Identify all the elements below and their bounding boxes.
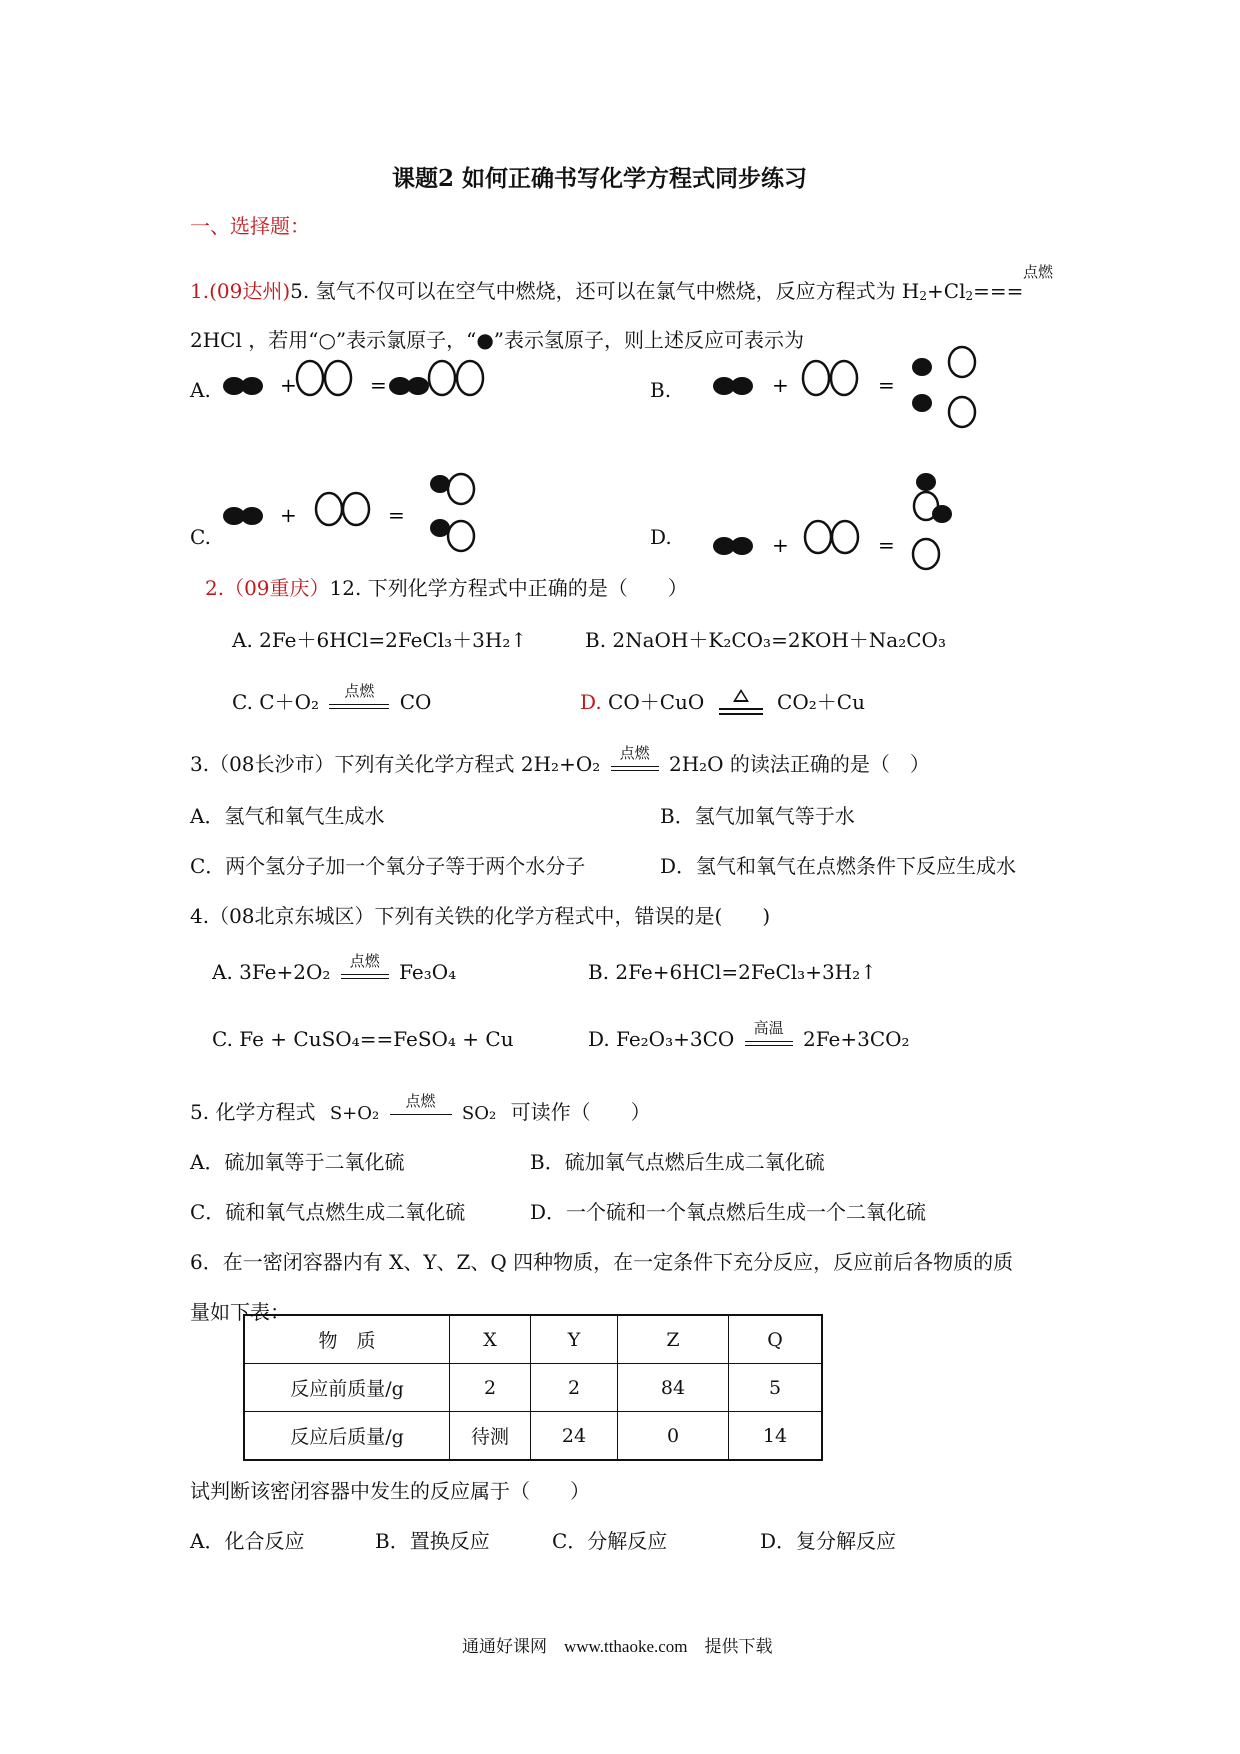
q3-option-b: B．氢气加氧气等于水	[660, 804, 855, 828]
q1-source: 1.(09达州)	[190, 279, 291, 303]
q2-c-right: CO	[399, 690, 432, 714]
table-header: X	[450, 1315, 531, 1364]
table-header: Y	[531, 1315, 618, 1364]
q6-question: 试判断该密闭容器中发生的反应属于（ ）	[190, 1479, 590, 1503]
plus-sign: +	[280, 373, 297, 397]
q3-option-c: C．两个氢分子加一个氧分子等于两个水分子	[190, 854, 586, 878]
section-heading: 一、选择题：	[190, 214, 310, 238]
table-header-row	[244, 1315, 822, 1364]
q4-option-b: B. 2Fe+6HCl=2FeCl₃+3H₂↑	[588, 960, 877, 984]
q2-c-condition	[329, 681, 389, 715]
q2-text: 12. 下列化学方程式中正确的是（ ）	[329, 576, 688, 600]
q2-option-c	[232, 681, 432, 715]
q1-cl: +Cl	[927, 279, 966, 303]
plus-sign: +	[772, 373, 789, 397]
q2-source: 2.（09重庆）	[205, 576, 330, 600]
table-cell: 待测	[450, 1412, 531, 1461]
q5-option-d: D．一个硫和一个氧点燃后生成一个二氧化硫	[530, 1200, 927, 1224]
q5-condition	[390, 1091, 452, 1125]
table-cell: 84	[618, 1364, 729, 1412]
table-cell: 14	[729, 1412, 823, 1461]
q6-line1: 6．在一密闭容器内有 X、Y、Z、Q 四种物质，在一定条件下充分反应，反应前后各物质的质	[190, 1250, 1014, 1274]
q4-option-d	[588, 1018, 910, 1052]
q6-option-c: C．分解反应	[552, 1529, 668, 1553]
q2-c-cond-label: 点燃	[344, 681, 375, 700]
q5-text-b: 可读作（ ）	[510, 1100, 651, 1124]
q1-eq: ===	[973, 279, 1024, 303]
equals-sign: =	[370, 373, 387, 397]
plus-sign: +	[772, 533, 789, 557]
q1-option-c: C.	[190, 525, 211, 549]
q2-stem	[205, 572, 688, 601]
table-cell: 反应后质量/g	[244, 1412, 450, 1461]
q4-d-right: 2Fe+3CO₂	[803, 1027, 910, 1051]
q4-option-a	[212, 951, 457, 985]
q1-diagram-a	[220, 355, 500, 405]
q5-option-b: B．硫加氧气点燃后生成二氧化硫	[530, 1150, 825, 1174]
q2-c-left: C. C＋O₂	[232, 690, 320, 714]
q1-sub-cl: 2	[965, 289, 974, 303]
q2-option-d	[580, 686, 865, 717]
q6-line2: 量如下表：	[190, 1300, 290, 1324]
q1-sub: 2	[919, 289, 928, 303]
q5-eq-left: S+O₂	[329, 1103, 380, 1124]
table-row	[244, 1412, 822, 1461]
q4-d-left: D. Fe₂O₃+3CO	[588, 1027, 735, 1051]
q1-diagram-d	[710, 470, 1000, 580]
q1-option-b: B.	[650, 378, 672, 402]
q4-option-c: C. Fe + CuSO₄==FeSO₄ + Cu	[212, 1027, 514, 1051]
q2-option-b: B. 2NaOH＋K₂CO₃=2KOH＋Na₂CO₃	[585, 628, 946, 652]
q3-option-d: D．氢气和氧气在点燃条件下反应生成水	[660, 854, 1017, 878]
q3-option-a: A．氢气和氧气生成水	[190, 804, 385, 828]
q4-a-right: Fe₃O₄	[399, 960, 457, 984]
q1-option-a: A.	[190, 378, 211, 402]
q2-d-left: CO＋CuO	[608, 690, 705, 714]
q1-line1	[190, 275, 1023, 304]
q6-option-b: B．置换反应	[375, 1529, 490, 1553]
q3-condition	[611, 743, 659, 777]
q5-option-a: A．硫加氧等于二氧化硫	[190, 1150, 405, 1174]
table-cell: 0	[618, 1412, 729, 1461]
table-header: Q	[729, 1315, 823, 1364]
q2-d-right: CO₂＋Cu	[777, 690, 865, 714]
equals-sign: =	[878, 373, 895, 397]
q1-diagram-c	[220, 470, 500, 560]
q1-condition: 点燃	[1023, 263, 1054, 281]
equals-sign: =	[388, 503, 405, 527]
q2-option-a: A. 2Fe＋6HCl=2FeCl₃＋3H₂↑	[232, 628, 528, 652]
table-cell: 2	[450, 1364, 531, 1412]
q5-text-a: 5. 化学方程式	[190, 1100, 316, 1124]
table-header: Z	[618, 1315, 729, 1364]
q1-line2: 2HCl ，若用“○”表示氯原子，“●”表示氢原子，则上述反应可表示为	[190, 328, 805, 352]
q3-stem	[190, 743, 930, 777]
q3-text-a: 3.（08长沙市）下列有关化学方程式 2H₂+O₂	[190, 752, 601, 776]
table-cell: 2	[531, 1364, 618, 1412]
q4-a-condition	[341, 951, 389, 985]
q1-text: 5. 氢气不仅可以在空气中燃烧，还可以在氯气中燃烧，反应方程式为 H	[290, 279, 920, 303]
q1-diagram-b	[710, 345, 1000, 435]
q5-option-c: C．硫和氧气点燃生成二氧化硫	[190, 1200, 466, 1224]
q5-cond-label: 点燃	[405, 1091, 436, 1110]
q4-d-condition	[745, 1018, 793, 1052]
q6-option-a: A．化合反应	[190, 1529, 305, 1553]
q3-cond-label: 点燃	[619, 743, 650, 762]
heat-condition-icon	[719, 691, 763, 717]
page-footer: 通通好课网 www.tthaoke.com 提供下载	[462, 1637, 773, 1656]
q5-eq-right: SO₂	[461, 1103, 497, 1124]
table-cell: 5	[729, 1364, 823, 1412]
q2-d-label: D.	[580, 690, 602, 714]
q5-stem	[190, 1091, 651, 1125]
plus-sign: +	[280, 503, 297, 527]
table-cell: 24	[531, 1412, 618, 1461]
q4-stem: 4.（08北京东城区）下列有关铁的化学方程式中，错误的是( )	[190, 904, 771, 928]
mass-table	[243, 1314, 823, 1461]
equals-sign: =	[878, 533, 895, 557]
table-header: 物 质	[244, 1315, 450, 1364]
q3-text-b: 2H₂O 的读法正确的是（ ）	[668, 752, 930, 776]
q1-option-d: D.	[650, 525, 672, 549]
q4-a-cond-label: 点燃	[349, 951, 380, 970]
table-row	[244, 1364, 822, 1412]
table-cell: 反应前质量/g	[244, 1364, 450, 1412]
q4-d-cond-label: 高温	[753, 1018, 784, 1037]
q6-option-d: D．复分解反应	[760, 1529, 897, 1553]
q4-a-left: A. 3Fe+2O₂	[212, 960, 331, 984]
page-title: 课题2 如何正确书写化学方程式同步练习	[392, 165, 808, 192]
